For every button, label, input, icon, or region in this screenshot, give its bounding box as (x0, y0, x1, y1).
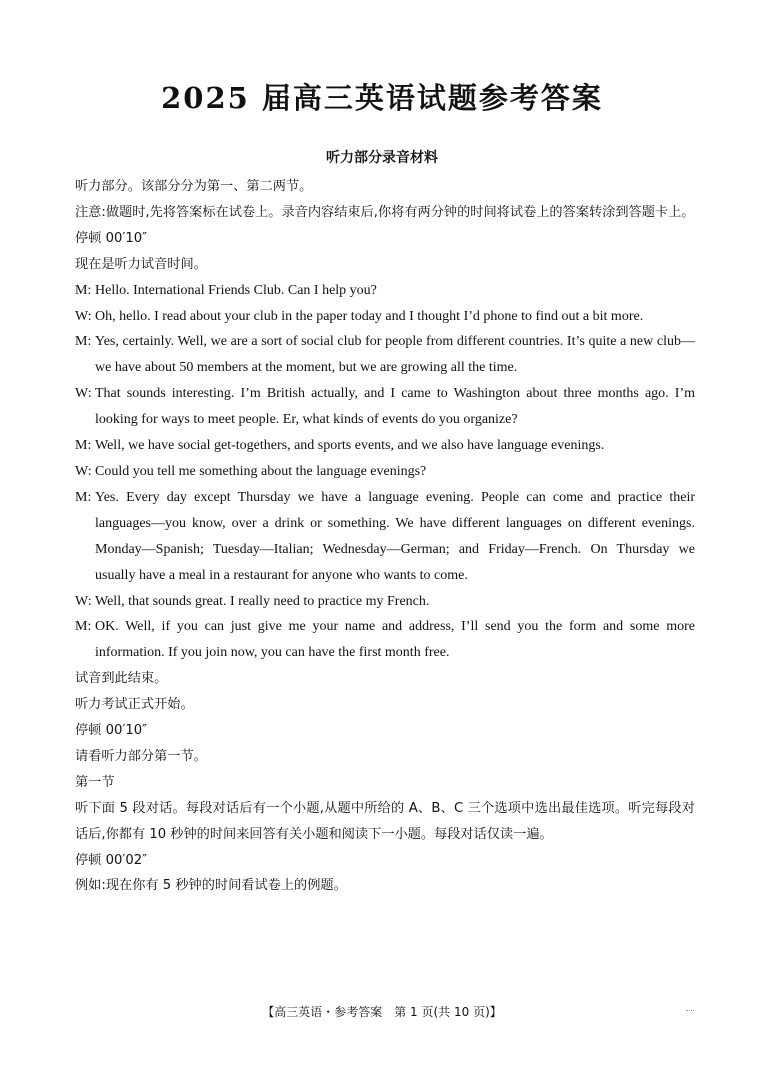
speaker-label: M: (75, 282, 92, 298)
speaker-label: W: (75, 463, 92, 479)
dialogue-line (75, 278, 695, 304)
dialogue-line (75, 459, 695, 485)
page-footer: 【高三英语・参考答案 第 1 页(共 10 页)】 (262, 1005, 502, 1019)
instruction-line: 试音到此结束。 (75, 671, 168, 687)
dialogue-line (75, 329, 695, 381)
dialogue-text: Hello. International Friends Club. Can I help you? (95, 282, 377, 298)
dialogue-line (75, 614, 695, 666)
dialogue-line (75, 381, 695, 433)
speaker-label: W: (75, 386, 92, 402)
section-subtitle: 听力部分录音材料 (326, 150, 438, 166)
instruction-line: 听力考试正式开始。 (75, 697, 194, 713)
dialogue-text: OK. Well, if you can just give me your name and address, I’ll send you the form and some more information. If you join now, you can have the first month free. (95, 619, 695, 661)
dialogue-line (75, 304, 695, 330)
dialogue-line (75, 589, 695, 615)
dialogue-text: Yes, certainly. Well, we are a sort of social club for people from different countries. It’s quite a new club—we have about 50 members at the moment, but we are growing all the time. (95, 334, 695, 376)
dialogue-line (75, 433, 695, 459)
dialogue-text: Could you tell me something about the language evenings? (95, 463, 427, 479)
instruction-line: 停顿 00′10″ (75, 723, 148, 739)
instruction-line: 现在是听力试音时间。 (75, 256, 207, 272)
dialogue-text: Well, we have social get-togethers, and sports events, and we also have language evenings. (95, 438, 605, 454)
instruction-line: 例如:现在你有 5 秒钟的时间看试卷上的例题。 (75, 878, 347, 894)
instruction-line: 请看听力部分第一节。 (75, 748, 207, 764)
speaker-label: M: (75, 619, 92, 635)
dialogue-line (75, 485, 695, 589)
dialogue-text: Oh, hello. I read about your club in the paper today and I thought I’d phone to find out a bit more. (95, 308, 644, 324)
speaker-label: M: (75, 334, 92, 350)
transcript-body (75, 174, 695, 899)
instruction-paragraph: 听下面 5 段对话。每段对话后有一个小题,从题中所给的 A、B、C 三个选项中选出最佳选项。听完每段对话后,你都有 10 秒钟的时间来回答有关小题和阅读下一小题。每段对话仅读一遍。 (75, 800, 695, 842)
page-title: 2025 届高三英语试题参考答案 (161, 81, 603, 115)
dialogue-text: That sounds interesting. I’m British actually, and I came to Washington about three months ago. I’m looking for ways to meet people. Er, what kinds of events do you organize? (95, 386, 695, 428)
instruction-line: 停顿 00′02″ (75, 852, 148, 868)
instruction-paragraph: 注意:做题时,先将答案标在试卷上。录音内容结束后,你将有两分钟的时间将试卷上的答案转涂到答题卡上。 (75, 204, 695, 220)
speaker-label: M: (75, 489, 92, 505)
corner-mark (686, 1010, 694, 1012)
instruction-line: 第一节 (75, 774, 115, 790)
speaker-label: M: (75, 438, 92, 454)
speaker-label: W: (75, 593, 92, 609)
dialogue-text: Yes. Every day except Thursday we have a language evening. People can come and practice their languages—you know, over a drink or something. We have different languages on different evenings. Monday—Spanish; Tuesday—Italian; Wednesday—German; and Friday—French. On Thursday we usually have a meal in a restaurant for anyone who wants to come. (95, 489, 695, 583)
instruction-line: 停顿 00′10″ (75, 230, 148, 246)
dialogue-text: Well, that sounds great. I really need to practice my French. (95, 593, 430, 609)
instruction-line: 听力部分。该部分分为第一、第二两节。 (75, 179, 313, 194)
speaker-label: W: (75, 308, 92, 324)
